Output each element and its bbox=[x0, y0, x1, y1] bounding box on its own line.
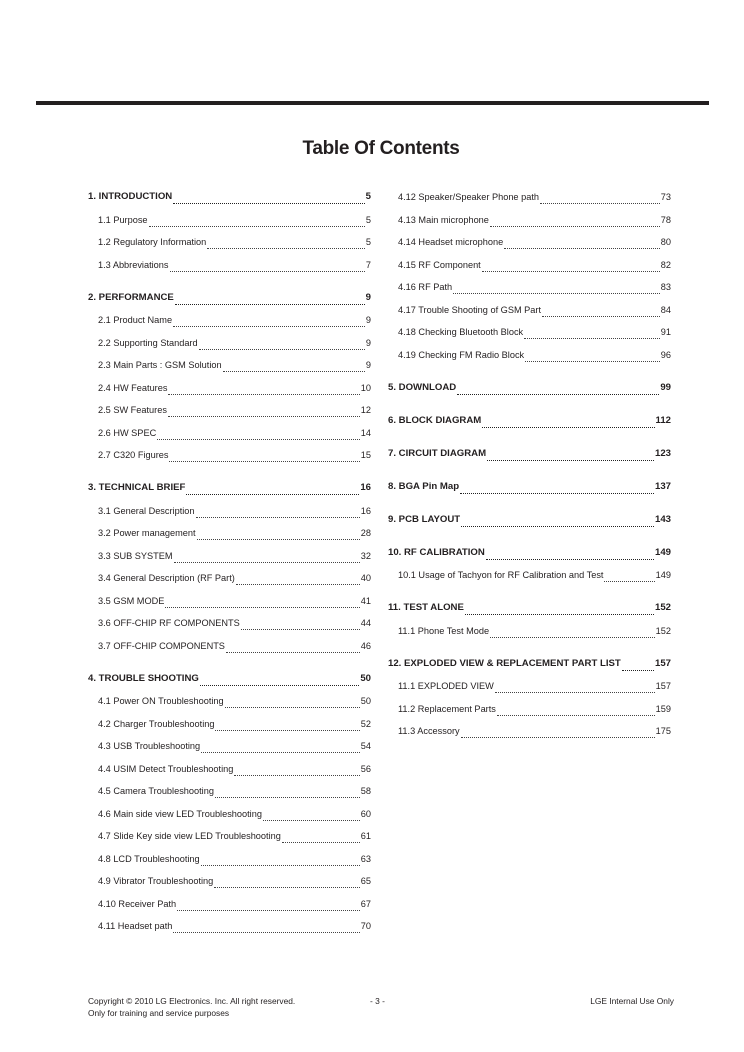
toc-entry-label: 4.14 Headset microphone bbox=[398, 237, 504, 247]
toc-entry-page: 41 bbox=[360, 595, 371, 606]
toc-entry-label: 10. RF CALIBRATION bbox=[388, 546, 485, 558]
toc-entry-label: 3.5 GSM MODE bbox=[98, 595, 165, 606]
toc-entry-page: 157 bbox=[654, 657, 671, 669]
toc-entry-page: 16 bbox=[360, 482, 371, 493]
toc-entry-label: 1.3 Abbreviations bbox=[98, 259, 169, 270]
toc-entry[interactable] bbox=[388, 186, 671, 209]
toc-right-column bbox=[388, 186, 671, 743]
toc-entry[interactable] bbox=[388, 698, 671, 721]
dot-leader bbox=[457, 385, 659, 395]
dot-leader bbox=[177, 901, 360, 911]
toc-entry-label: 7. CIRCUIT DIAGRAM bbox=[388, 447, 487, 459]
toc-entry-page: 15 bbox=[360, 450, 371, 460]
toc-entry[interactable] bbox=[388, 344, 671, 367]
toc-entry-page: 14 bbox=[360, 427, 371, 438]
footer-classification: LGE Internal Use Only bbox=[590, 996, 674, 1006]
toc-entry[interactable] bbox=[88, 287, 371, 310]
toc-entry-label: 6. BLOCK DIAGRAM bbox=[388, 414, 482, 426]
toc-entry[interactable] bbox=[388, 620, 671, 643]
dot-leader bbox=[461, 517, 654, 527]
toc-entry-label: 3.6 OFF-CHIP RF COMPONENTS bbox=[98, 618, 240, 628]
toc-entry-page: 9 bbox=[365, 315, 371, 325]
dot-leader bbox=[263, 811, 360, 821]
toc-entry[interactable] bbox=[88, 915, 371, 938]
toc-entry[interactable] bbox=[388, 209, 671, 232]
toc-entry-label: 4.4 USIM Detect Troubleshooting bbox=[98, 763, 234, 774]
toc-entry-page: 67 bbox=[360, 898, 371, 909]
toc-entry-page: 5 bbox=[365, 214, 371, 225]
toc-entry[interactable] bbox=[88, 422, 371, 445]
toc-entry[interactable] bbox=[388, 653, 671, 676]
toc-entry-label: 4.5 Camera Troubleshooting bbox=[98, 786, 214, 796]
toc-entry-label: 3.4 General Description (RF Part) bbox=[98, 573, 235, 583]
dot-leader bbox=[173, 194, 364, 204]
toc-entry[interactable] bbox=[88, 893, 371, 916]
toc-entry[interactable] bbox=[88, 803, 371, 826]
toc-entry-label: 4.13 Main microphone bbox=[398, 214, 489, 225]
toc-entry-page: 149 bbox=[654, 546, 671, 558]
dot-leader bbox=[201, 856, 360, 866]
toc-entry[interactable] bbox=[88, 668, 371, 691]
toc-entry[interactable] bbox=[88, 713, 371, 736]
dot-leader bbox=[215, 721, 359, 731]
toc-entry-page: 137 bbox=[654, 480, 671, 492]
toc-entry-label: 4. TROUBLE SHOOTING bbox=[88, 672, 199, 684]
toc-entry-label: 1. INTRODUCTION bbox=[88, 191, 173, 202]
dot-leader bbox=[525, 352, 660, 362]
toc-entry-label: 5. DOWNLOAD bbox=[388, 381, 457, 393]
toc-entry[interactable] bbox=[388, 410, 671, 433]
toc-entry-label: 4.19 Checking FM Radio Block bbox=[398, 349, 525, 360]
toc-entry[interactable] bbox=[88, 590, 371, 613]
dot-leader bbox=[241, 620, 360, 630]
toc-entry-page: 50 bbox=[360, 672, 371, 684]
toc-entry-page: 5 bbox=[365, 237, 371, 247]
dot-leader bbox=[175, 295, 365, 305]
toc-entry[interactable] bbox=[88, 354, 371, 377]
toc-entry-page: 58 bbox=[360, 786, 371, 796]
toc-entry-label: 1.2 Regulatory Information bbox=[98, 237, 207, 247]
toc-entry-label: 2.5 SW Features bbox=[98, 405, 167, 415]
toc-entry-page: 60 bbox=[360, 808, 371, 819]
dot-leader bbox=[165, 598, 359, 608]
dot-leader bbox=[168, 385, 359, 395]
dot-leader bbox=[173, 923, 359, 933]
toc-entry-page: 152 bbox=[654, 602, 671, 613]
toc-entry-page: 61 bbox=[360, 831, 371, 841]
toc-entry-page: 149 bbox=[655, 570, 671, 580]
dot-leader bbox=[486, 550, 654, 560]
toc-entry[interactable] bbox=[88, 500, 371, 523]
toc-entry-label: 8. BGA Pin Map bbox=[388, 480, 460, 492]
toc-entry-label: 9. PCB LAYOUT bbox=[388, 513, 461, 525]
dot-leader bbox=[524, 329, 660, 339]
toc-entry-page: 28 bbox=[360, 528, 371, 538]
dot-leader bbox=[490, 217, 660, 227]
toc-entry-page: 78 bbox=[660, 214, 671, 225]
dot-leader bbox=[540, 194, 660, 204]
toc-entry[interactable] bbox=[88, 870, 371, 893]
toc-entry-page: 50 bbox=[360, 696, 371, 706]
toc-entry-label: 11. TEST ALONE bbox=[388, 602, 464, 613]
toc-entry[interactable] bbox=[388, 720, 671, 743]
toc-entry-page: 157 bbox=[655, 681, 671, 691]
toc-entry[interactable] bbox=[388, 254, 671, 277]
dot-leader bbox=[174, 553, 360, 563]
toc-entry-label: 4.3 USB Troubleshooting bbox=[98, 741, 201, 751]
dot-leader bbox=[201, 743, 360, 753]
dot-leader bbox=[225, 698, 360, 708]
toc-entry[interactable] bbox=[388, 597, 671, 620]
toc-entry-page: 52 bbox=[360, 718, 371, 729]
toc-entry-page: 70 bbox=[360, 921, 371, 931]
toc-entry-page: 9 bbox=[365, 291, 371, 303]
dot-leader bbox=[453, 284, 660, 294]
toc-entry-page: 46 bbox=[360, 640, 371, 651]
dot-leader bbox=[482, 262, 660, 272]
dot-leader bbox=[497, 706, 655, 716]
toc-entry-page: 159 bbox=[655, 703, 671, 714]
toc-entry[interactable] bbox=[88, 612, 371, 635]
toc-entry[interactable] bbox=[88, 825, 371, 848]
toc-entry[interactable] bbox=[88, 444, 371, 467]
toc-entry-label: 2.4 HW Features bbox=[98, 382, 168, 393]
dot-leader bbox=[542, 307, 660, 317]
toc-entry-label: 4.2 Charger Troubleshooting bbox=[98, 718, 215, 729]
dot-leader bbox=[197, 530, 360, 540]
toc-entry[interactable] bbox=[88, 780, 371, 803]
toc-entry-label: 11.1 Phone Test Mode bbox=[398, 625, 490, 636]
dot-leader bbox=[236, 575, 360, 585]
toc-entry-page: 7 bbox=[365, 259, 371, 270]
toc-entry[interactable] bbox=[388, 321, 671, 344]
toc-entry-label: 4.17 Trouble Shooting of GSM Part bbox=[398, 304, 541, 315]
toc-entry-page: 5 bbox=[365, 191, 371, 202]
toc-entry[interactable] bbox=[88, 477, 371, 500]
dot-leader bbox=[282, 833, 360, 843]
toc-entry-page: 63 bbox=[360, 853, 371, 864]
toc-entry[interactable] bbox=[388, 476, 671, 499]
toc-entry-label: 1.1 Purpose bbox=[98, 214, 148, 225]
top-rule bbox=[36, 101, 709, 105]
toc-entry-label: 2. PERFORMANCE bbox=[88, 291, 174, 303]
toc-entry-label: 2.7 C320 Figures bbox=[98, 450, 169, 460]
dot-leader bbox=[170, 262, 365, 272]
dot-leader bbox=[490, 628, 655, 638]
toc-entry-page: 83 bbox=[660, 282, 671, 292]
footer-page-number: - 3 - bbox=[370, 996, 385, 1006]
dot-leader bbox=[234, 766, 359, 776]
toc-entry-label: 4.18 Checking Bluetooth Block bbox=[398, 327, 524, 337]
toc-entry-page: 96 bbox=[660, 349, 671, 360]
toc-entry-label: 2.3 Main Parts : GSM Solution bbox=[98, 360, 222, 370]
dot-leader bbox=[226, 643, 360, 653]
toc-entry-page: 54 bbox=[360, 741, 371, 751]
footer-left bbox=[88, 995, 295, 1019]
toc-entry-label: 10.1 Usage of Tachyon for RF Calibration and Test bbox=[398, 570, 604, 580]
toc-entry-page: 143 bbox=[654, 513, 671, 525]
dot-leader bbox=[199, 340, 365, 350]
toc-entry-page: 84 bbox=[660, 304, 671, 315]
toc-entry-page: 175 bbox=[655, 726, 671, 736]
dot-leader bbox=[215, 788, 360, 798]
toc-entry[interactable] bbox=[388, 542, 671, 565]
toc-entry-page: 40 bbox=[360, 573, 371, 583]
toc-entry[interactable] bbox=[388, 675, 671, 698]
toc-entry-label: 11.1 EXPLODED VIEW bbox=[398, 681, 494, 691]
toc-entry-page: 44 bbox=[360, 618, 371, 628]
toc-entry-label: 4.8 LCD Troubleshooting bbox=[98, 853, 200, 864]
dot-leader bbox=[157, 430, 360, 440]
toc-entry-label: 4.11 Headset path bbox=[98, 921, 173, 931]
toc-entry[interactable] bbox=[88, 209, 371, 232]
toc-entry-page: 123 bbox=[654, 447, 671, 459]
toc-entry-page: 10 bbox=[360, 382, 371, 393]
toc-entry[interactable] bbox=[388, 509, 671, 532]
toc-entry-label: 12. EXPLODED VIEW & REPLACEMENT PART LIST bbox=[388, 657, 621, 669]
toc-left-column bbox=[88, 186, 371, 938]
toc-entry[interactable] bbox=[88, 309, 371, 332]
toc-entry-label: 4.10 Receiver Path bbox=[98, 898, 177, 909]
dot-leader bbox=[200, 676, 359, 686]
toc-entry[interactable] bbox=[88, 545, 371, 568]
dot-leader bbox=[461, 728, 655, 738]
toc-entry-page: 9 bbox=[365, 360, 371, 370]
toc-entry-label: 4.9 Vibrator Troubleshooting bbox=[98, 876, 214, 886]
dot-leader bbox=[214, 878, 360, 888]
toc-entry-page: 112 bbox=[655, 414, 671, 426]
toc-entry-label: 3.2 Power management bbox=[98, 528, 196, 538]
toc-entry[interactable] bbox=[88, 377, 371, 400]
toc-entry-page: 91 bbox=[660, 327, 671, 337]
dot-leader bbox=[173, 317, 365, 327]
toc-entry-label: 11.3 Accessory bbox=[398, 726, 460, 736]
dot-leader bbox=[504, 239, 660, 249]
toc-entry[interactable] bbox=[88, 758, 371, 781]
toc-entry-page: 56 bbox=[360, 763, 371, 774]
dot-leader bbox=[207, 239, 365, 249]
toc-entry-page: 9 bbox=[365, 337, 371, 348]
dot-leader bbox=[487, 451, 654, 461]
toc-entry-label: 3. TECHNICAL BRIEF bbox=[88, 482, 186, 493]
toc-entry[interactable] bbox=[88, 231, 371, 254]
dot-leader bbox=[604, 572, 654, 582]
toc-entry[interactable] bbox=[388, 443, 671, 466]
dot-leader bbox=[465, 605, 654, 615]
toc-entry-label: 11.2 Replacement Parts bbox=[398, 703, 496, 714]
toc-entry-label: 4.7 Slide Key side view LED Troubleshooting bbox=[98, 831, 281, 841]
toc-entry[interactable] bbox=[88, 690, 371, 713]
toc-entry[interactable] bbox=[88, 567, 371, 590]
toc-entry-label: 4.15 RF Component bbox=[398, 259, 481, 270]
toc-entry[interactable] bbox=[88, 635, 371, 658]
dot-leader bbox=[622, 661, 654, 671]
toc-entry[interactable] bbox=[88, 522, 371, 545]
toc-entry-page: 152 bbox=[655, 625, 671, 636]
toc-entry[interactable] bbox=[88, 186, 371, 209]
toc-entry-page: 12 bbox=[360, 405, 371, 415]
toc-entry[interactable] bbox=[88, 399, 371, 422]
toc-entry-label: 3.7 OFF-CHIP COMPONENTS bbox=[98, 640, 225, 651]
dot-leader bbox=[223, 362, 365, 372]
toc-entry[interactable] bbox=[88, 735, 371, 758]
toc-entry[interactable] bbox=[388, 299, 671, 322]
toc-entry-page: 16 bbox=[360, 505, 371, 516]
toc-entry-label: 4.16 RF Path bbox=[398, 282, 453, 292]
toc-entry-page: 99 bbox=[660, 381, 671, 393]
toc-entry[interactable] bbox=[88, 848, 371, 871]
dot-leader bbox=[168, 407, 360, 417]
dot-leader bbox=[495, 683, 655, 693]
toc-entry-label: 3.3 SUB SYSTEM bbox=[98, 550, 173, 561]
toc-entry[interactable] bbox=[88, 254, 371, 277]
dot-leader bbox=[482, 418, 654, 428]
toc-entry-label: 4.12 Speaker/Speaker Phone path bbox=[398, 192, 539, 202]
toc-entry-label: 2.6 HW SPEC bbox=[98, 427, 157, 438]
toc-entry[interactable] bbox=[388, 564, 671, 587]
toc-entry[interactable] bbox=[388, 377, 671, 400]
toc-entry[interactable] bbox=[388, 231, 671, 254]
footer-copyright: Copyright © 2010 LG Electronics. Inc. All right reserved. bbox=[88, 996, 296, 1006]
toc-entry[interactable] bbox=[388, 276, 671, 299]
toc-entry-page: 73 bbox=[660, 192, 671, 202]
toc-entry-page: 32 bbox=[360, 550, 371, 561]
footer-note: Only for training and service purposes bbox=[88, 1008, 230, 1018]
dot-leader bbox=[169, 452, 359, 462]
dot-leader bbox=[196, 508, 360, 518]
toc-entry-page: 80 bbox=[660, 237, 671, 247]
toc-entry-page: 82 bbox=[660, 259, 671, 270]
toc-entry[interactable] bbox=[88, 332, 371, 355]
toc-entry-label: 4.1 Power ON Troubleshooting bbox=[98, 696, 224, 706]
dot-leader bbox=[460, 484, 654, 494]
toc-entry-page: 65 bbox=[360, 876, 371, 886]
toc-entry-label: 3.1 General Description bbox=[98, 505, 195, 516]
dot-leader bbox=[186, 485, 359, 495]
page-title: Table Of Contents bbox=[302, 138, 460, 159]
toc-entry-label: 2.2 Supporting Standard bbox=[98, 337, 198, 348]
toc-entry-label: 2.1 Product Name bbox=[98, 315, 173, 325]
toc-entry-label: 4.6 Main side view LED Troubleshooting bbox=[98, 808, 262, 819]
dot-leader bbox=[149, 217, 365, 227]
